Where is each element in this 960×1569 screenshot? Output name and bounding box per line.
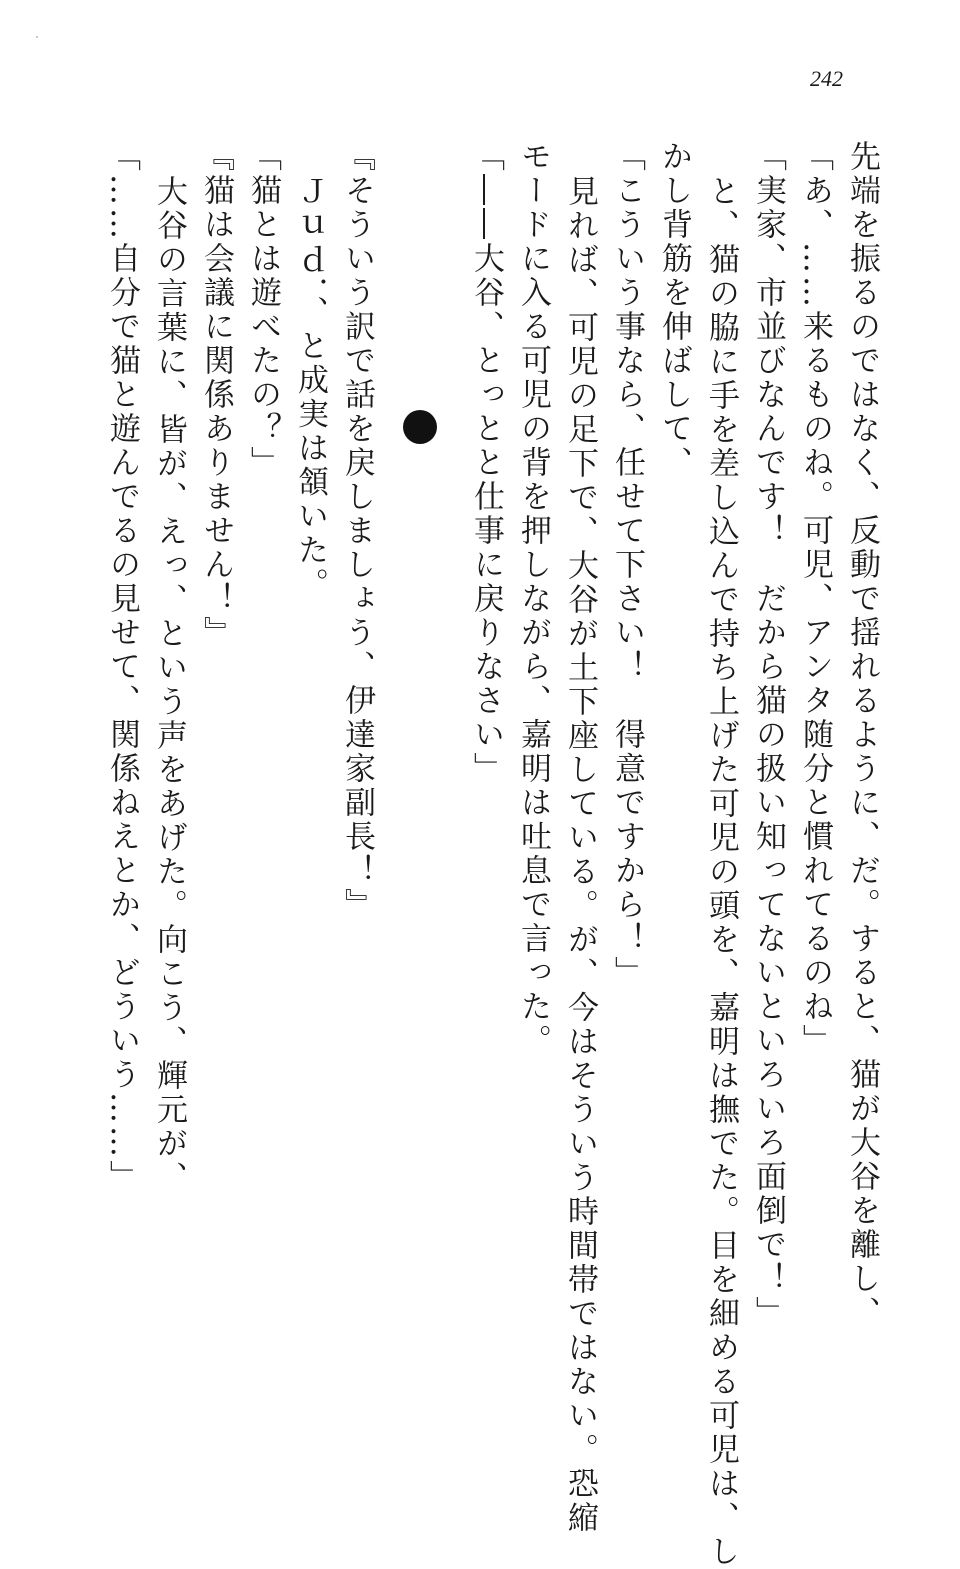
- text-column: 「猫とは遊べたの？」: [245, 140, 281, 480]
- text-column: 「実家、市並びなんです！ だから猫の扱い知ってないといろいろ面倒で！」: [750, 140, 786, 1330]
- text-column: 『猫は会議に関係ありません！』: [198, 140, 234, 650]
- text-column: Ｊｕｄ．、と成実は頷いた。: [292, 175, 328, 602]
- text-column: 『そういう訳で話を戻しましょう、伊達家副長！』: [339, 140, 375, 922]
- scan-speck: [36, 36, 38, 38]
- scene-break-marker: [403, 410, 437, 444]
- text-column: かし背筋を伸ばして、: [656, 140, 692, 480]
- text-column: モードに入る可児の背を押しながら、嘉明は吐息で言った。: [515, 140, 551, 1058]
- text-column: と、猫の脇に手を差し込んで持ち上げた可児の頭を、嘉明は撫でた。目を細める可児は、し: [703, 175, 739, 1569]
- page-number: 242: [810, 66, 843, 91]
- text-column: 「……自分で猫と遊んでるの見せて、関係ねえとか、どういう……」: [104, 140, 140, 1194]
- text-column: 「こういう事なら、任せて下さい！ 得意ですから！」: [609, 140, 645, 990]
- text-column: 先端を振るのではなく、反動で揺れるように、だ。すると、猫が大谷を離し、: [844, 140, 880, 1330]
- text-column: 「――大谷、とっとと仕事に戻りなさい」: [468, 140, 504, 786]
- text-column: 見れば、可児の足下で、大谷が土下座している。が、今はそういう時間帯ではない。恐縮: [562, 175, 598, 1535]
- text-column: 「あ、……来るものね。可児、アンタ随分と慣れてるのね」: [797, 140, 833, 1058]
- text-column: 大谷の言葉に、皆が、えっ、という声をあげた。向こう、輝元が、: [151, 175, 187, 1195]
